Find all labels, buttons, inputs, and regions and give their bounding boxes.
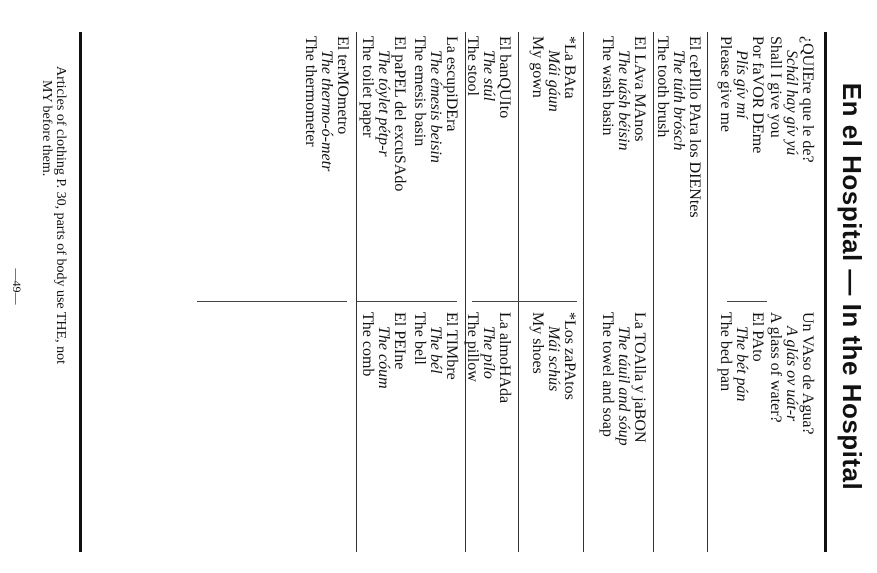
phrase-cell-left — [529, 36, 577, 112]
english-translation: The stool — [464, 36, 481, 96]
english-translation: The tooth brush — [654, 36, 671, 138]
column-divider — [727, 301, 767, 302]
pronunciation: A glás ov uát-r — [783, 326, 800, 422]
spanish-phrase: *Los zaPAtos — [561, 312, 578, 400]
pronunciation: The pílo — [480, 326, 497, 379]
phrase-cell-right — [599, 312, 647, 446]
page-title: En el Hospital — In the Hospital — [837, 82, 867, 491]
spanish-phrase: El LAva MAnos — [631, 36, 648, 142]
spanish-phrase: El banQUIto — [496, 36, 513, 119]
english-translation: The comb — [359, 312, 376, 377]
row-divider — [707, 32, 708, 552]
pronunciation: Mái gáun — [545, 50, 562, 112]
spanish-phrase: El paPEL del excuSAdo — [391, 36, 408, 192]
pronunciation: Mái schús — [545, 326, 562, 392]
spanish-phrase: El cePIllo PAra los DIENtes — [686, 36, 703, 218]
english-translation: The towel and soap — [599, 312, 616, 437]
phrase-cell-right — [717, 312, 765, 402]
pronunciation: Schál hay gív yú — [783, 50, 800, 156]
spanish-phrase: El PEIne — [391, 312, 408, 370]
english-translation: A glass of water? — [767, 312, 784, 423]
phrase-cell-left — [464, 36, 512, 118]
phrase-cell-left — [767, 36, 815, 163]
pronunciation: The bét pán — [733, 326, 750, 402]
pronunciation: The túth brósch — [670, 50, 687, 151]
english-translation: Please give me — [717, 36, 734, 132]
phrase-cell-left — [411, 36, 459, 163]
english-translation: The bell — [411, 312, 428, 365]
bottom-thick-rule — [79, 32, 82, 552]
english-translation: The pillow — [464, 312, 481, 382]
row-divider — [583, 32, 584, 552]
pronunciation: The tóylet pétp-r — [375, 50, 392, 157]
english-translation: The toilet paper — [359, 36, 376, 138]
phrase-cell-left — [599, 36, 647, 150]
phrase-cell-left — [717, 36, 765, 153]
top-thick-rule — [824, 32, 827, 552]
pronunciation: The bél — [427, 326, 444, 374]
footnote — [39, 66, 67, 546]
english-translation: My shoes — [529, 312, 546, 374]
english-translation: The emesis basin — [411, 36, 428, 147]
spanish-phrase: *La BAta — [561, 36, 578, 99]
pronunciation: The táuil and sóup — [615, 326, 632, 446]
footnote-line-1: Articles of clothing P. 30, parts of body use THE, not — [53, 66, 68, 364]
spanish-phrase: El PAto — [749, 312, 766, 362]
column-divider — [357, 301, 457, 302]
english-translation: The thermometer — [302, 36, 319, 147]
spanish-phrase: La escupiDEra — [443, 36, 460, 132]
spanish-phrase: Por faVOR DEme — [749, 36, 766, 154]
phrase-cell-left — [302, 36, 350, 171]
english-translation: The wash basin — [599, 36, 616, 136]
english-translation: My gown — [529, 36, 546, 98]
spanish-phrase: El TIMbre — [443, 312, 460, 380]
page-number: —49— — [10, 268, 24, 305]
spanish-phrase: El terMOmetro — [334, 36, 351, 135]
row-divider — [356, 32, 357, 552]
pronunciation: The émesis beisin — [427, 50, 444, 163]
pronunciation: The thermo-ó-metr — [318, 50, 335, 172]
row-divider — [518, 32, 519, 552]
pronunciation: The stúl — [480, 50, 497, 102]
pronunciation: The uásh béisin — [615, 50, 632, 151]
phrase-cell-right — [411, 312, 459, 380]
english-translation: The bed pan — [717, 312, 734, 392]
english-translation: Shall I give you — [767, 36, 784, 138]
phrase-cell-right — [359, 312, 407, 389]
pronunciation: Plís gív mí — [733, 50, 750, 119]
phrase-cell-left — [654, 36, 702, 218]
phrase-cell-left — [359, 36, 407, 191]
spanish-phrase: Un VAso de Agua? — [799, 312, 816, 435]
phrase-cell-right — [529, 312, 577, 400]
spanish-phrase: La almoHAda — [496, 312, 513, 404]
column-divider — [472, 301, 577, 302]
spanish-phrase: La TOAlla y jaBON — [631, 312, 648, 443]
footnote-line-2: MY before them. — [39, 80, 54, 177]
pronunciation: The cóum — [375, 326, 392, 389]
phrase-cell-right — [464, 312, 512, 403]
spanish-phrase: ¿QUIEre que le de? — [799, 36, 816, 163]
column-divider — [197, 301, 347, 302]
phrase-cell-right — [767, 312, 815, 435]
